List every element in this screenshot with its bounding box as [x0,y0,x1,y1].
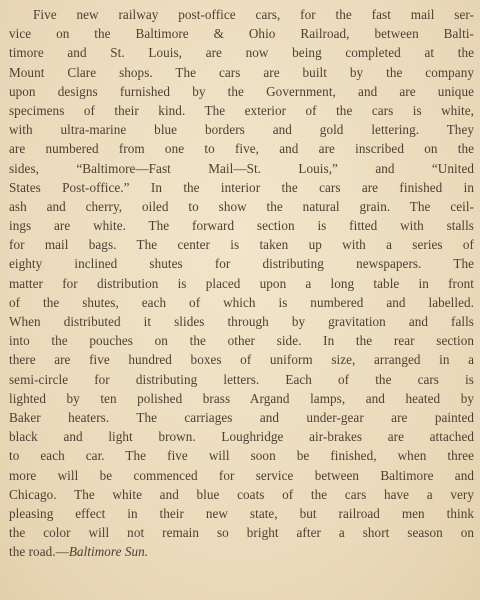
source-signature: Baltimore Sun. [68,544,149,560]
article-line-16: of the shutes, each of which is numbered and labelled. [9,294,474,310]
article-line-23: black and light brown. Loughridge air-brakes are attached [9,429,474,445]
article-line-9: sides, “Baltimore—Fast Mail—St. Louis,” and “United [9,160,474,176]
article-line-28: the color will not remain so bright after a short season on [9,525,474,541]
article-line-17: When distributed it slides through by gravitation and falls [9,314,474,329]
final-line-text: the road.— [9,544,69,560]
article-line-25: more will be commenced for service between Baltimore and [9,467,474,483]
article-line-14: eighty inclined shutes for distributing newspapers. The [9,256,474,272]
article-line-19: there are five hundred boxes of uniform size, arranged in a [9,352,474,368]
article-line-27: pleasing effect in their new state, but railroad men think [9,505,474,521]
article-line-12: ings are white. The forward section is fitted with stalls [9,218,474,234]
article-line-4: Mount Clare shops. The cars are built by the company [9,64,474,80]
article-line-22: Baker heaters. The carriages and under-gear are painted [9,409,474,425]
article-line-6: specimens of their kind. The exterior of the cars is white, [9,102,474,118]
article-line-2: vice on the Baltimore & Ohio Railroad, between Balti- [9,26,474,42]
article-line-20: semi-circle for distributing letters. Each of the cars is [9,371,474,387]
article-line-1: Five new railway post-office cars, for the fast mail ser- [33,7,474,22]
article-column [9,5,474,561]
article-line-15: matter for distribution is placed upon a long table in front [9,275,474,291]
article-line-24: to each car. The five will soon be finished, when three [9,448,474,464]
article-line-3: timore and St. Louis, are now being completed at the [9,45,474,61]
article-line-13: for mail bags. The center is taken up with a series of [9,237,474,253]
article-final-line [9,542,474,561]
article-line-21: lighted by ten polished brass Argand lamps, and heated by [9,390,474,406]
article-line-8: are numbered from one to five, and are inscribed on the [9,141,474,157]
article-line-5: upon designs furnished by the Government, and are unique [9,83,474,99]
article-line-11: ash and cherry, oiled to show the natural grain. The ceil- [9,198,474,214]
article-line-26: Chicago. The white and blue coats of the cars have a very [9,486,474,502]
article-line-18: into the pouches on the other side. In the rear section [9,333,474,349]
article-line-7: with ultra-marine blue borders and gold lettering. They [9,122,474,138]
article-line-10: States Post-office.” In the interior the cars are finished in [9,179,474,195]
